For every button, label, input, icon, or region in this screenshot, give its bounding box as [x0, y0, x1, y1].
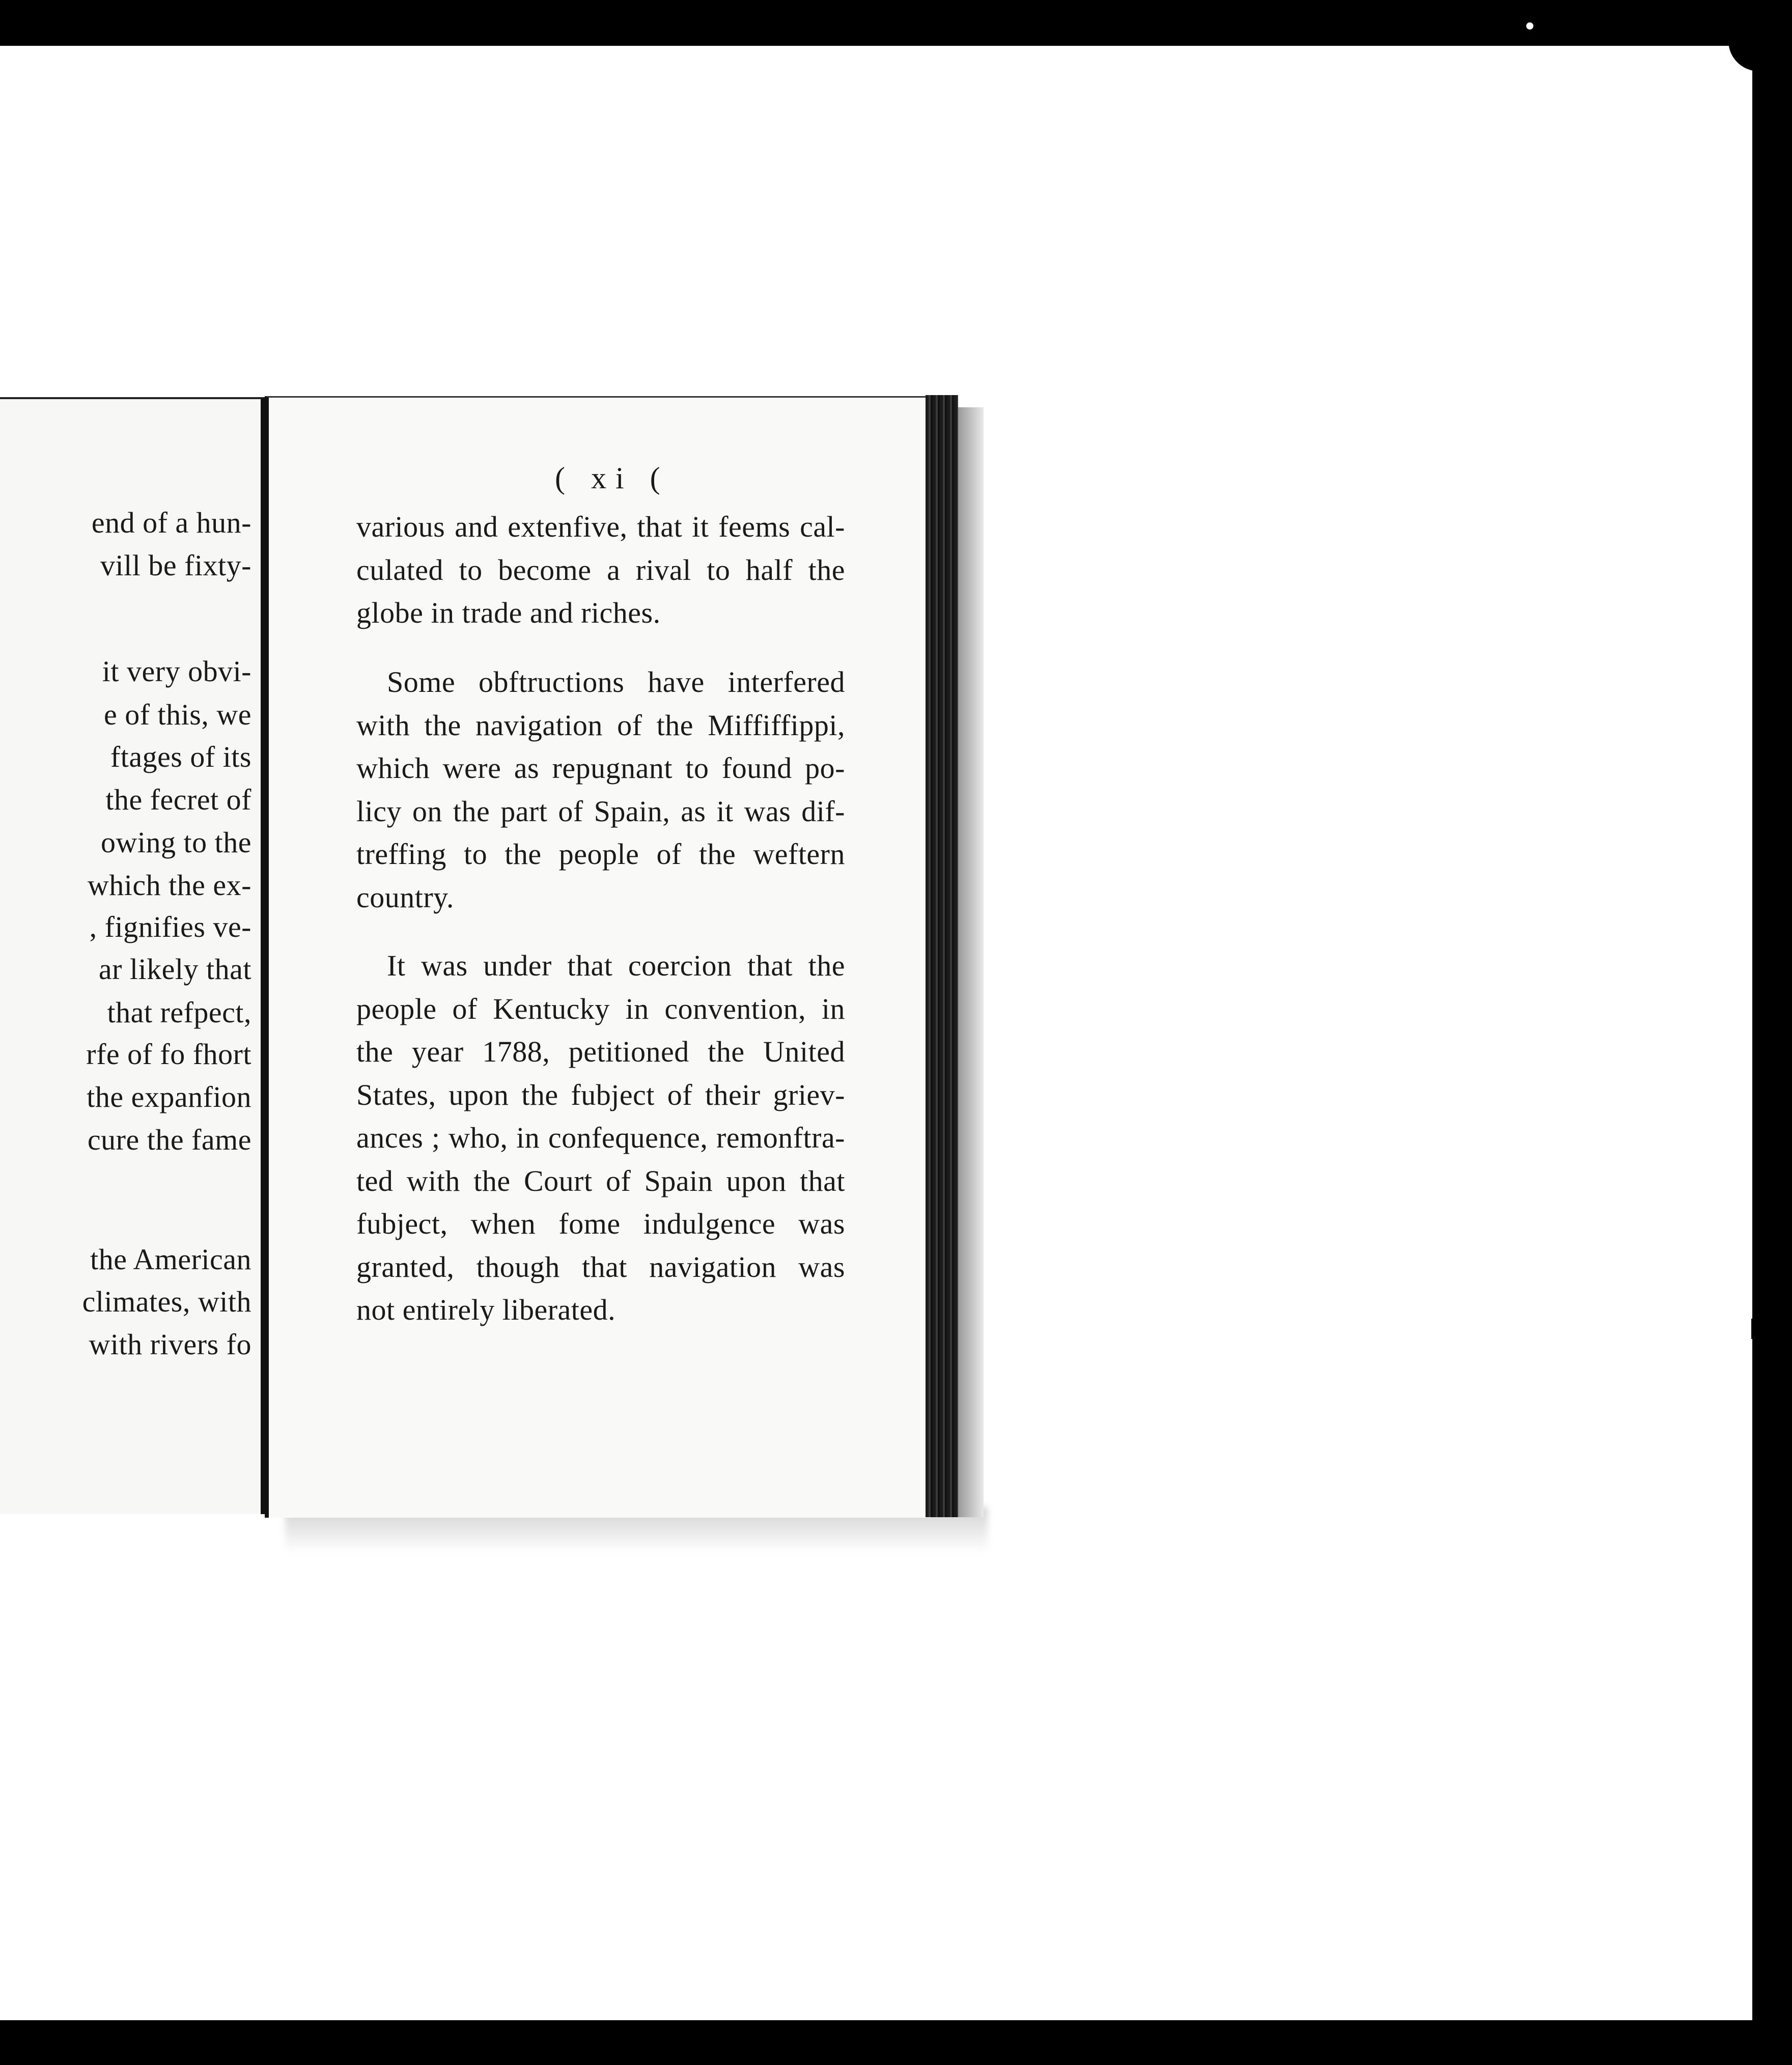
- text-line: Some obftructions have interfered: [387, 665, 845, 699]
- film-speck: [1526, 22, 1533, 30]
- left-page-text: [0, 399, 261, 1514]
- text-line: globe in trade and riches.: [356, 596, 661, 629]
- film-border-bottom: [0, 2020, 1792, 2065]
- text-line: vill be fixty-: [100, 549, 251, 582]
- text-line: ances ; who, in confequence, remonftra-: [356, 1121, 845, 1154]
- text-line: it very obvi-: [102, 655, 251, 688]
- text-line: with rivers fo: [89, 1328, 251, 1361]
- text-line: rfe of fo fhort: [86, 1038, 251, 1071]
- text-line: licy on the part of Spain, as it was dif-: [356, 794, 845, 828]
- text-line: fubject, when fome indulgence was: [356, 1207, 845, 1240]
- text-line: the year 1788, petitioned the United: [356, 1035, 845, 1068]
- page-edges: [926, 395, 958, 1517]
- text-line: ftages of its: [110, 740, 251, 773]
- text-line: cure the fame: [87, 1123, 251, 1156]
- text-line: that refpect,: [107, 996, 251, 1029]
- text-line: people of Kentucky in convention, in: [356, 992, 845, 1025]
- text-line: culated to become a rival to half the: [356, 553, 845, 587]
- text-line: the fecret of: [105, 783, 251, 816]
- left-page: [0, 397, 266, 1514]
- text-line: ar likely that: [98, 953, 251, 986]
- text-line: with the navigation of the Miffiffippi,: [356, 708, 845, 742]
- text-line: , fignifies ve-: [89, 910, 251, 943]
- text-line: It was under that coercion that the: [387, 949, 845, 982]
- film-border-notch: [1751, 1319, 1761, 1339]
- text-line: ted with the Court of Spain upon that: [356, 1164, 845, 1197]
- text-line: e of this, we: [104, 698, 251, 731]
- text-line: country.: [356, 880, 454, 914]
- text-line: not entirely liberated.: [356, 1293, 616, 1326]
- text-line: States, upon the fubject of their griev-: [356, 1078, 845, 1111]
- text-line: various and extenfive, that it feems cal-: [356, 510, 845, 543]
- text-line: treffing to the people of the weftern: [356, 838, 845, 871]
- text-line: the expanfion: [87, 1080, 251, 1113]
- text-line: the American: [90, 1243, 251, 1276]
- text-line: which were as repugnant to found po-: [356, 751, 845, 785]
- text-line: which the ex-: [87, 869, 251, 902]
- text-line: end of a hun-: [91, 506, 251, 539]
- text-line: climates, with: [82, 1285, 251, 1318]
- text-line: owing to the: [101, 826, 251, 859]
- film-border-top: [0, 0, 1792, 46]
- page-header: ( xi (: [555, 461, 669, 495]
- page-edges-shade: [958, 407, 984, 1517]
- film-border-right: [1752, 0, 1792, 2065]
- text-line: granted, though that navigation was: [356, 1250, 845, 1283]
